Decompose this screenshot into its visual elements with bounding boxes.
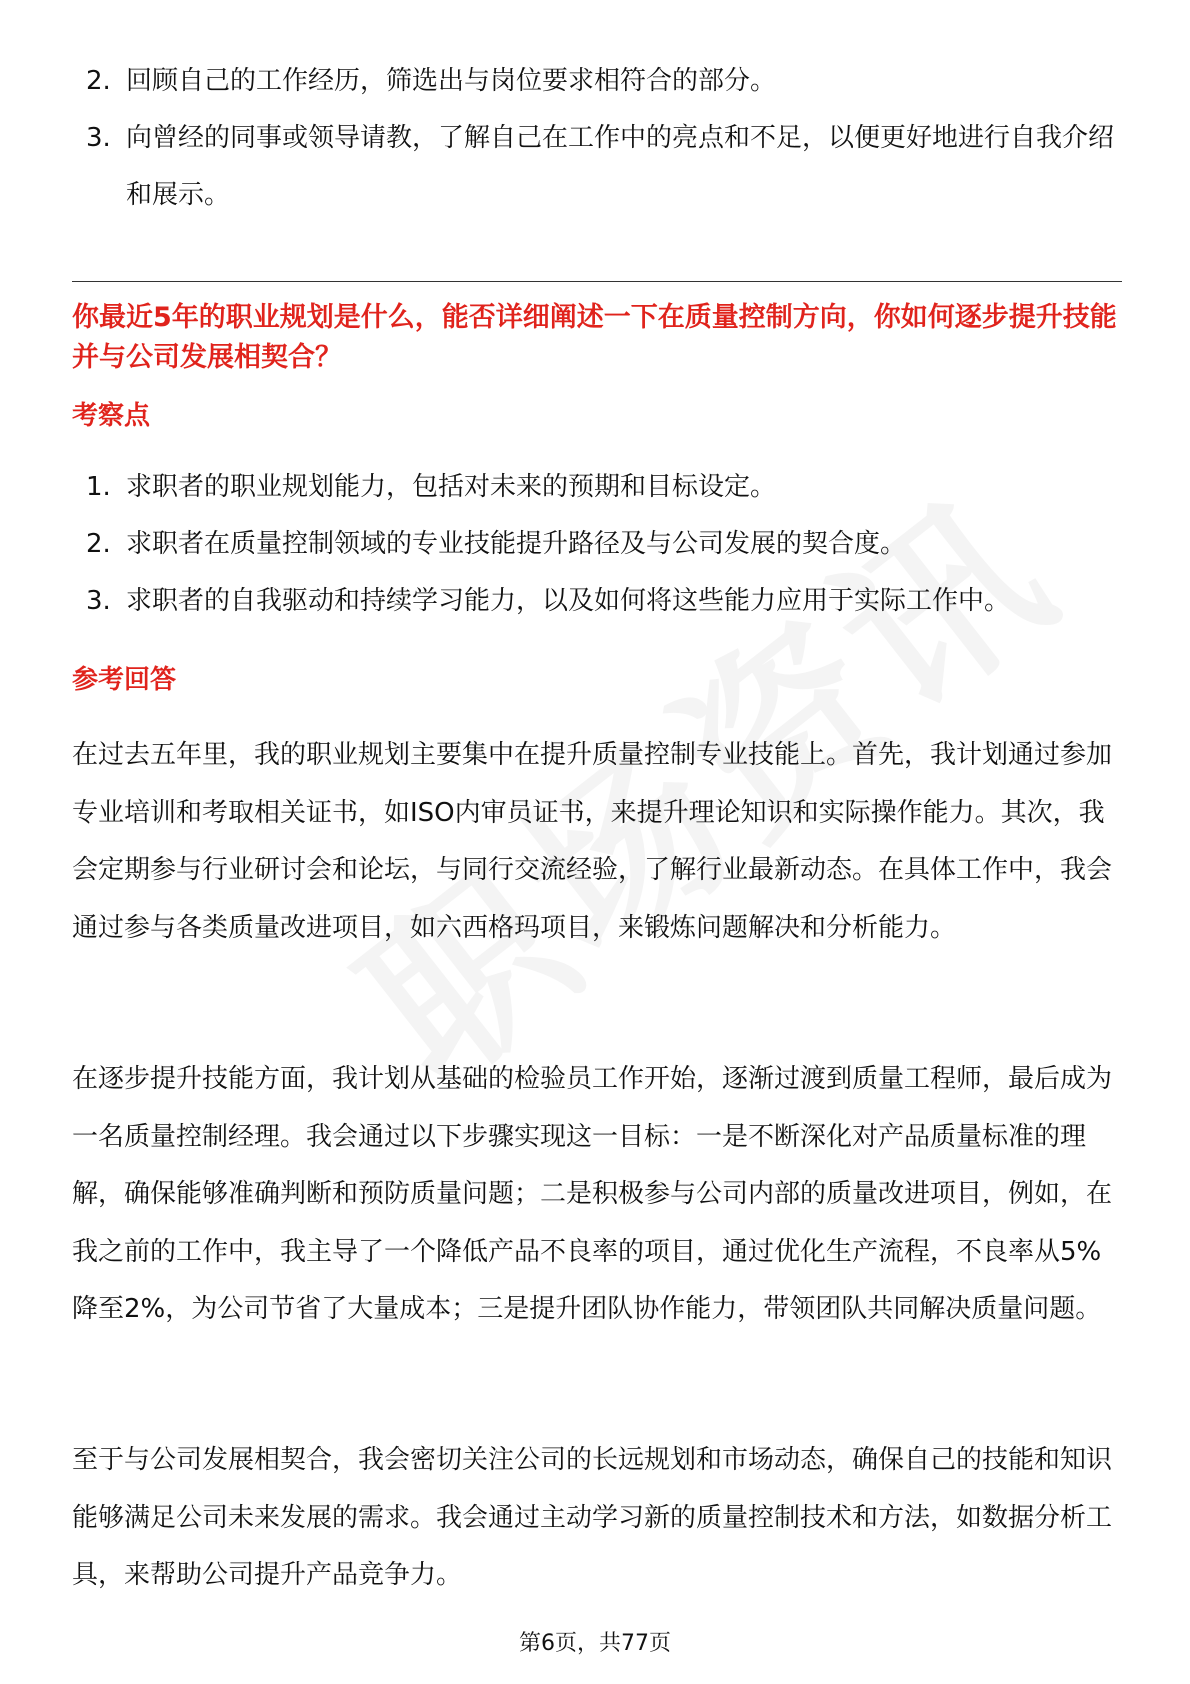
exam-points-heading: 考察点 — [72, 401, 151, 431]
interview-question: 你最近5年的职业规划是什么，能否详细阐述一下在质量控制方向，你如何逐步提升技能并与公司发展相契合？ — [72, 302, 1117, 373]
answer-paragraph: 在逐步提升技能方面，我计划从基础的检验员工作开始，逐渐过渡到质量工程师，最后成为一名质量控制经理。我会通过以下步骤实现这一目标：一是不断深化对产品质量标准的理解，确保能够准确判断和预防质量问题；二是积极参与公司内部的质量改进项目，例如，在我之前的工作中，我主导了一个降低产品不良率的项目，通过优化生产流程，不良率从5%降至2%，为公司节省了大量成本；三是提升团队协作能力，带领团队共同解决质量问题。 — [72, 1064, 1113, 1324]
list-item-text: 求职者在质量控制领域的专业技能提升路径及与公司发展的契合度。 — [126, 529, 907, 559]
section-divider — [72, 281, 1122, 282]
list-item — [72, 459, 1122, 516]
answer-paragraph: 至于与公司发展相契合，我会密切关注公司的长远规划和市场动态，确保自己的技能和知识能够满足公司未来发展的需求。我会通过主动学习新的质量控制技术和方法，如数据分析工具，来帮助公司提升产品竞争力。 — [72, 1445, 1113, 1590]
answer-paragraph: 在过去五年里，我的职业规划主要集中在提升质量控制专业技能上。首先，我计划通过参加专业培训和考取相关证书，如ISO内审员证书，来提升理论知识和实际操作能力。其次，我会定期参与行业研讨会和论坛，与同行交流经验，了解行业最新动态。在具体工作中，我会通过参与各类质量改进项目，如六西格玛项目，来锻炼问题解决和分析能力。 — [72, 740, 1113, 943]
list-item-number: 1. — [86, 472, 111, 502]
previous-tips-list — [72, 53, 1122, 224]
list-item-text: 求职者的自我驱动和持续学习能力，以及如何将这些能力应用于实际工作中。 — [126, 586, 1011, 616]
list-item-number: 2. — [86, 529, 111, 559]
list-item-text: 回顾自己的工作经历，筛选出与岗位要求相符合的部分。 — [126, 66, 777, 96]
list-item — [72, 53, 1122, 110]
list-item — [72, 110, 1122, 224]
list-item — [72, 516, 1122, 573]
exam-points-list — [72, 459, 1122, 630]
list-item-number: 2. — [86, 66, 111, 96]
list-item-text: 求职者的职业规划能力，包括对未来的预期和目标设定。 — [126, 472, 777, 502]
list-item-number: 3. — [86, 586, 111, 616]
list-item-number: 3. — [86, 123, 111, 153]
list-item-text: 向曾经的同事或领导请教，了解自己在工作中的亮点和不足，以便更好地进行自我介绍和展示。 — [126, 123, 1115, 210]
page-number-footer: 第6页，共77页 — [519, 1631, 671, 1656]
reference-answer-heading: 参考回答 — [72, 665, 177, 695]
list-item — [72, 573, 1122, 630]
